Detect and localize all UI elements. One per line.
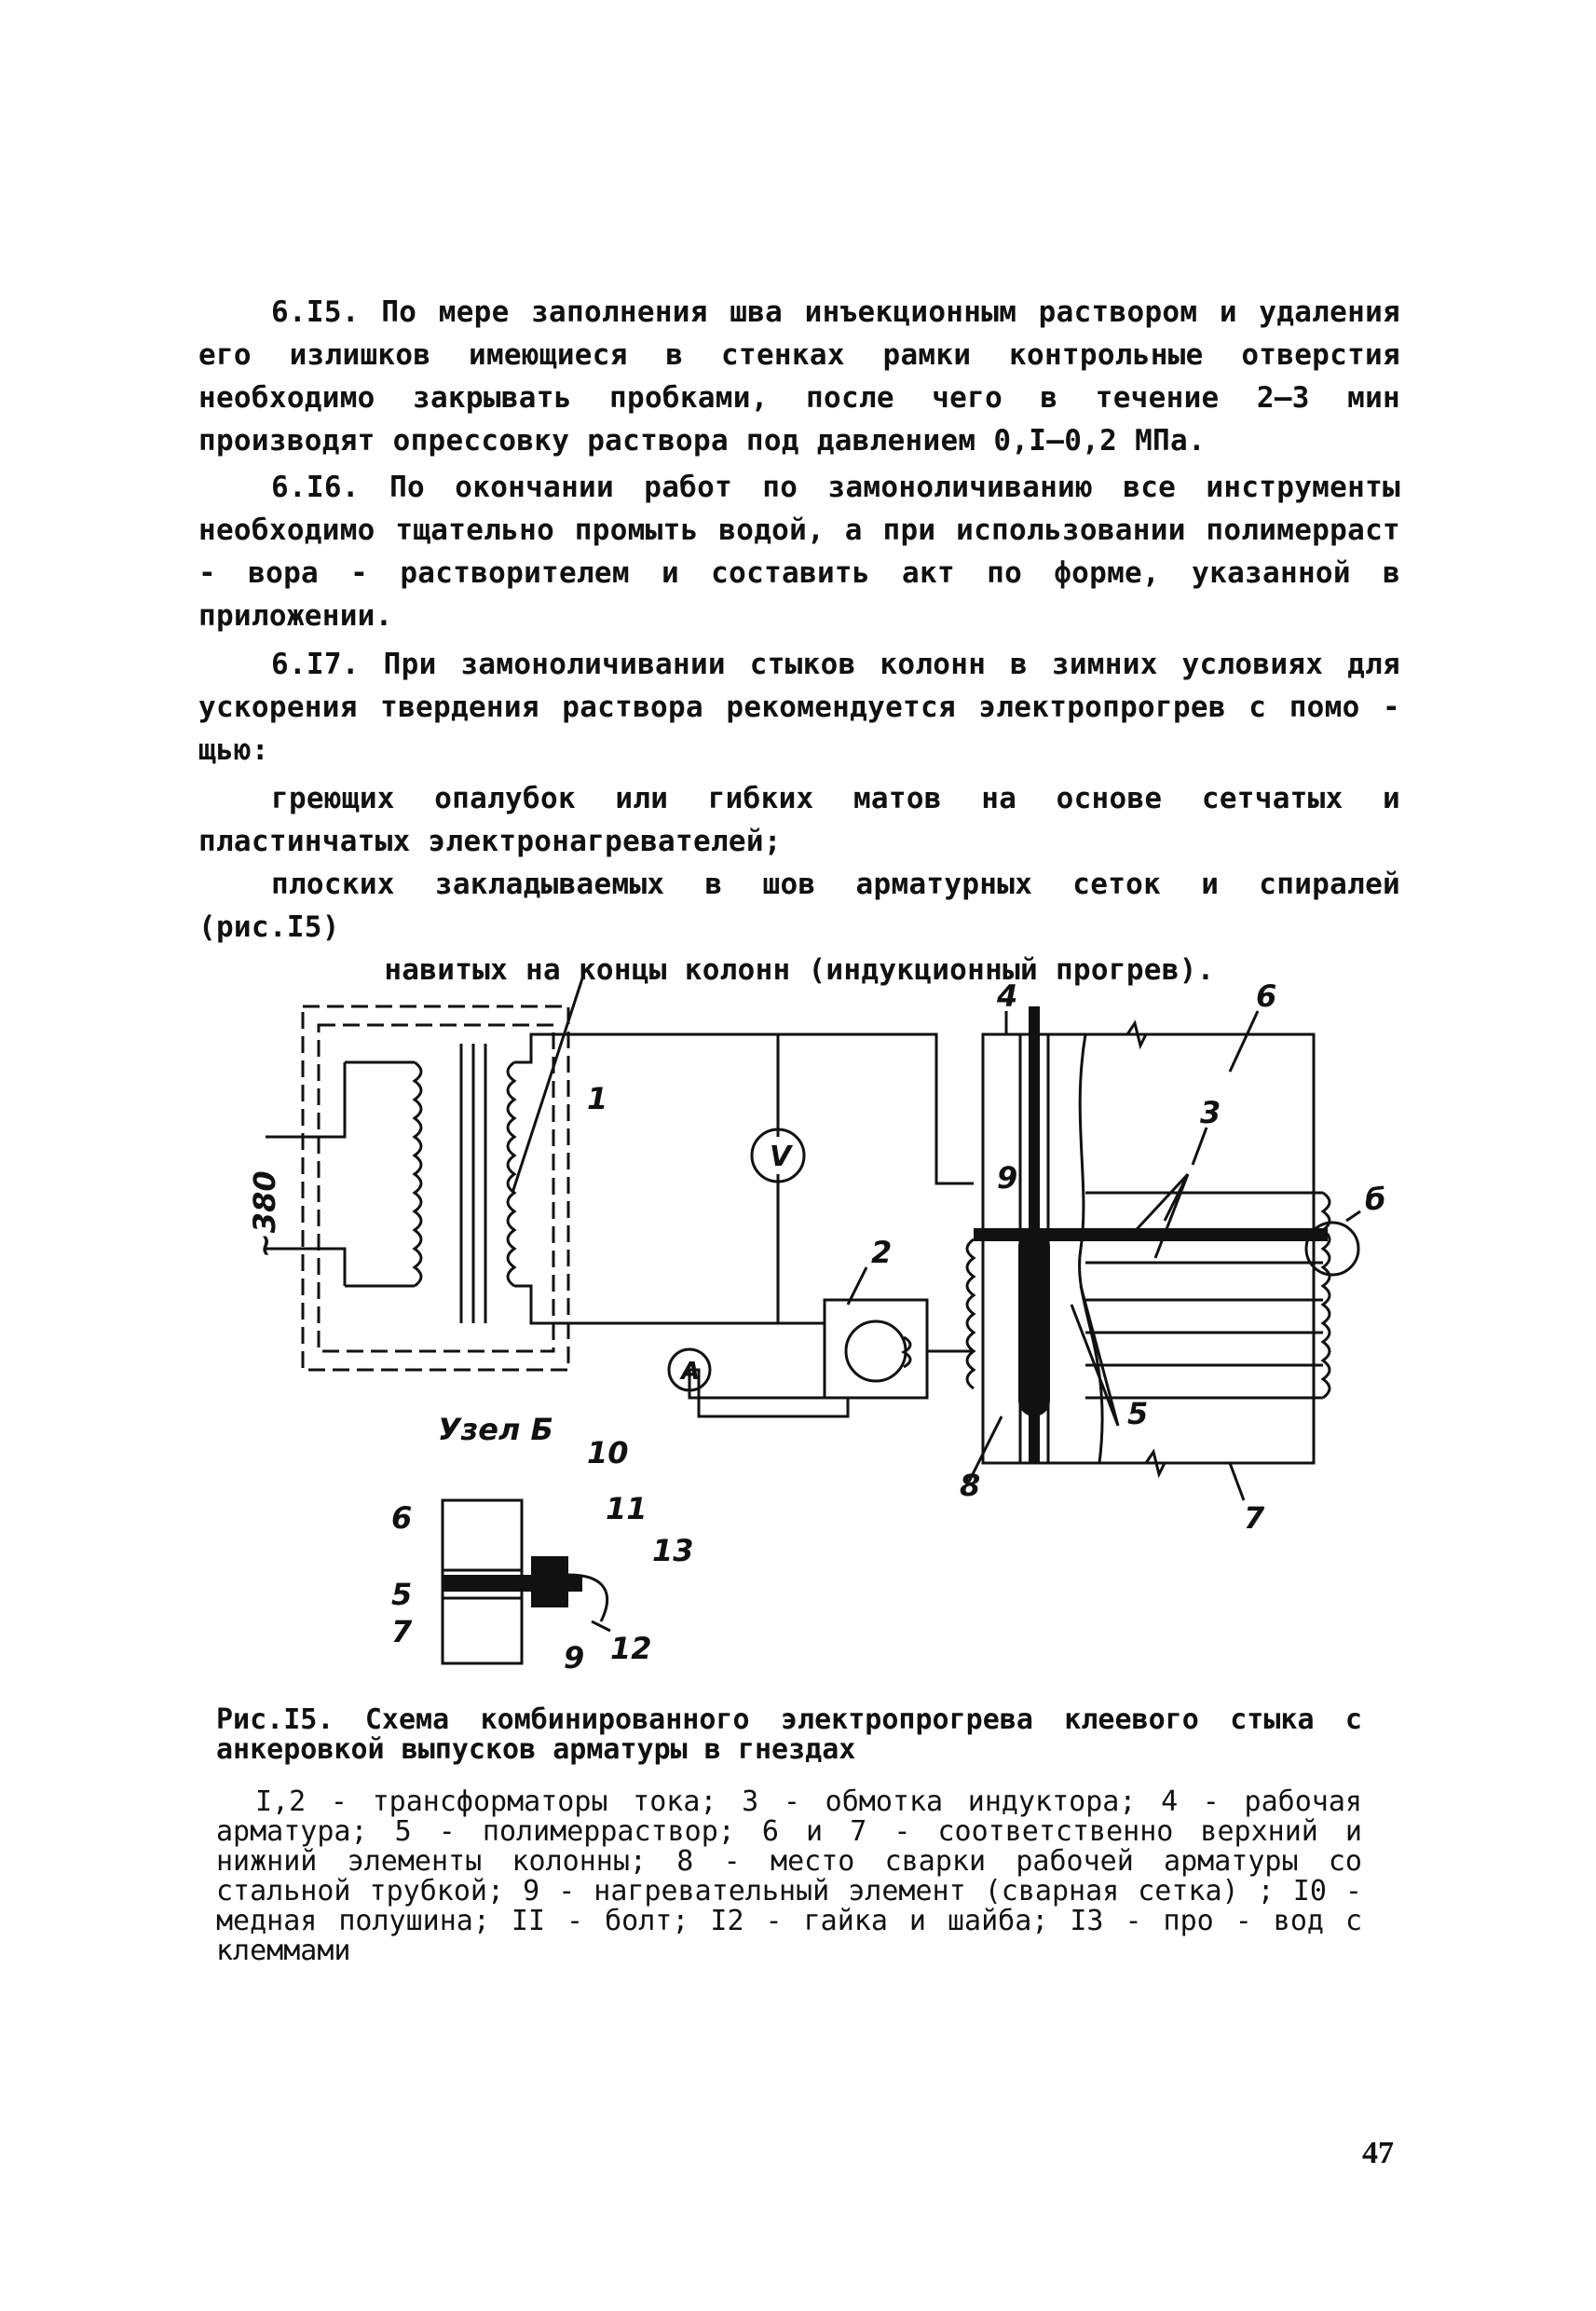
paragraph-text: 6.I7. При замоноличивании стыков колонн в зимних условиях для ускорения твердения раствора рекомендуется электропрогрев с помо - щью: bbox=[198, 648, 1400, 767]
paragraph-6-16 bbox=[198, 466, 1400, 637]
callout-5: 5 bbox=[1127, 1396, 1149, 1431]
legend-text: I,2 - трансформаторы тока; 3 - обмотка индуктора; 4 - рабочая арматура; 5 - полимерраствор; 6 и 7 - соответственно верхний и нижний элементы колонны; 8 - место сварки рабочей арматуры со стальной трубкой; 9 - нагревательный элемент (сварная сетка) ; I0 - медная полушина; II - болт; I2 - гайка и шайба; I3 - про - вод с клеммами bbox=[216, 1785, 1362, 1967]
detail-callout-6: 6 bbox=[391, 1500, 413, 1536]
callout-6: 6 bbox=[1256, 978, 1277, 1014]
detail-callout-11: 11 bbox=[606, 1491, 648, 1526]
transformer-housing-inner bbox=[319, 1025, 553, 1351]
node-b-label: Узел Б bbox=[438, 1412, 553, 1447]
detail-callout-7: 7 bbox=[391, 1614, 413, 1649]
detail-callout-13: 13 bbox=[652, 1533, 694, 1568]
paragraph-6-17 bbox=[198, 643, 1400, 772]
voltage-label: ~380 bbox=[247, 1170, 282, 1258]
primary-coil bbox=[415, 1062, 421, 1286]
heating-methods-list bbox=[198, 777, 1400, 991]
callout-9: 9 bbox=[997, 1160, 1018, 1196]
detail-callout-10: 10 bbox=[587, 1435, 629, 1470]
paragraph-6-15 bbox=[198, 291, 1400, 462]
detail-callout-5: 5 bbox=[391, 1577, 413, 1612]
callout-4: 4 bbox=[997, 978, 1018, 1014]
steel-tube-anchor bbox=[1018, 1230, 1050, 1416]
list-item: греющих опалубок или гибких матов на основе сетчатых и пластинчатых электронагревателей; bbox=[198, 782, 1400, 858]
list-item: навитых на концы колонн (индукционный прогрев). bbox=[384, 953, 1215, 987]
detail-callout-12: 12 bbox=[610, 1631, 652, 1666]
ammeter-symbol: A bbox=[681, 1358, 701, 1386]
detail-bolt bbox=[531, 1556, 568, 1607]
secondary-coil bbox=[508, 1062, 514, 1286]
top-wire bbox=[514, 1034, 974, 1183]
primary-leads bbox=[266, 1062, 415, 1286]
callout-8: 8 bbox=[960, 1468, 981, 1503]
figure-legend bbox=[216, 1787, 1362, 1966]
coil-turns-3 bbox=[1085, 1193, 1323, 1398]
heating-scheme-svg bbox=[247, 978, 1386, 1677]
figure-caption bbox=[216, 1705, 1362, 1765]
detail-callout-9: 9 bbox=[564, 1640, 585, 1675]
ammeter-wire-2 bbox=[689, 1370, 871, 1398]
callout-1: 1 bbox=[587, 1081, 608, 1116]
figure-15-diagram bbox=[247, 978, 1386, 1681]
callout-3: 3 bbox=[1200, 1095, 1221, 1130]
callout-b: б bbox=[1365, 1182, 1386, 1217]
voltmeter-symbol: V bbox=[770, 1141, 792, 1173]
inductor-coil-left bbox=[967, 1239, 974, 1388]
callout-7: 7 bbox=[1244, 1500, 1265, 1536]
page-number: 47 bbox=[1362, 2136, 1394, 2170]
callout-2: 2 bbox=[871, 1235, 893, 1270]
list-item: плоских закладываемых в шов арматурных сеток и спиралей (рис.I5) bbox=[198, 868, 1400, 944]
paragraph-text: 6.I6. По окончании работ по замоноличиванию все инструменты необходимо тщательно промыть водой, а при использовании полимерраст - вора - растворителем и составить акт по форме, указанной в приложении. bbox=[198, 471, 1400, 633]
current-transformer-2 bbox=[825, 1300, 927, 1398]
paragraph-text: 6.I5. По мере заполнения шва инъекционным раствором и удаления его излишков имеющиеся в стенках рамки контрольные отверстия необходимо закрывать пробками, после чего в течение 2–3 мин производят опрессовку раствора под давлением 0,I–0,2 МПа. bbox=[198, 295, 1400, 458]
caption-text: Рис.I5. Схема комбинированного электропрогрева клеевого стыка с анкеровкой выпусков арматуры в гнездах bbox=[216, 1703, 1362, 1766]
